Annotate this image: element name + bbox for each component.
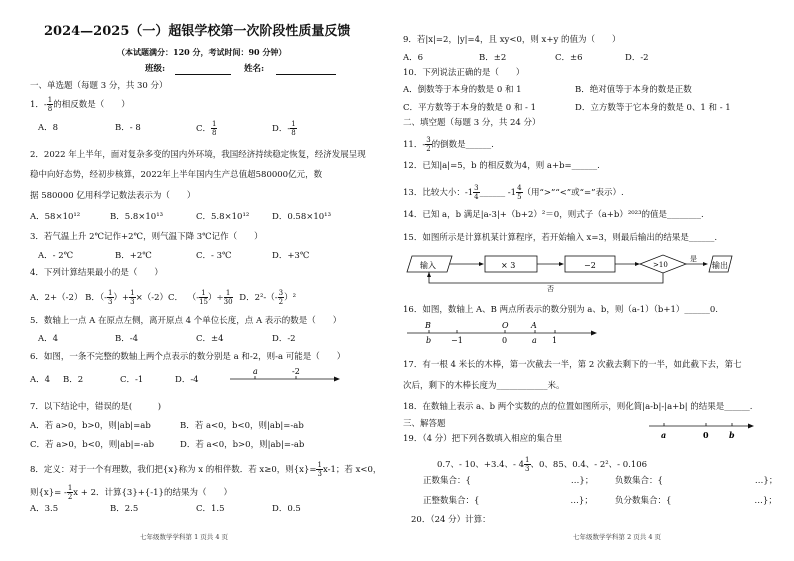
class-blank[interactable] [175, 74, 231, 75]
question-1: 1．- $\frac{1}{8}$ 的相反数是（ ） [30, 96, 130, 113]
q5-option-c[interactable]: C．±4 [196, 334, 224, 344]
question-2-line-3: 据 580000 亿用科学记数法表示为（ ） [30, 191, 196, 201]
q1-option-a[interactable]: A．8 [38, 123, 59, 133]
q18-label-0: 0 [703, 430, 709, 440]
q10-option-c[interactable]: C．平方数等于本身的数是 0 和 - 1 [403, 103, 537, 113]
name-label: 姓名: [244, 64, 265, 74]
question-11: 11．- $\frac{3}{2}$ 的倒数是______. [403, 136, 494, 153]
q9-option-b[interactable]: B．±2 [479, 53, 507, 63]
q19-set-negative-fraction[interactable]: 负分数集合：{ …}； [615, 496, 777, 506]
section-3-heading: 三、解答题 [403, 419, 446, 429]
q16-label-b: b [426, 336, 432, 345]
q8-option-b[interactable]: B．2.5 [110, 504, 139, 514]
q16-label-a: a [532, 336, 537, 345]
question-18: 18．在数轴上表示 a、b 两个实数的点的位置如图所示，则化简|a-b|-|a+b| 的结果是______. [403, 402, 753, 412]
flow-loop-back [429, 272, 663, 283]
q5-option-a[interactable]: A．4 [38, 334, 59, 344]
q6-option-c[interactable]: C．-1 [120, 375, 144, 385]
question-7: 7．以下结论中，错误的是( ) [30, 402, 162, 412]
q5-option-b[interactable]: B．-4 [115, 334, 139, 344]
q2-option-b[interactable]: B．5.8×10¹³ [110, 212, 164, 222]
question-6: 6．如图，一条不完整的数轴上两个点表示的数分别是 a 和-2，则-a 可能是（ ） [30, 352, 346, 362]
q8-option-a[interactable]: A．3.5 [30, 504, 59, 514]
flow-input-label: 输入 [420, 261, 436, 270]
q6-option-b[interactable]: B．2 [63, 375, 84, 385]
q16-label-A: A [531, 321, 537, 330]
question-5: 5．数轴上一点 A 在原点左侧，离开原点 4 个单位长度，点 A 表示的数是（ ） [30, 316, 342, 326]
exam-info: （本试题满分：120 分，考试时间：90 分钟） [117, 47, 287, 57]
q1-option-d[interactable]: D．- $\frac{1}{8}$ [272, 120, 296, 137]
question-16: 16．如图，数轴上 A、B 两点所表示的数分别为 a、b，则（a-1）（b+1）______0. [403, 305, 718, 315]
flow-compare-label: >10 [653, 261, 668, 269]
question-17-line-2: 次后，剩下的木棒长度为____________米。 [403, 381, 565, 391]
name-blank[interactable] [276, 74, 336, 75]
question-15: 15．如图所示是计算机某计算程序，若开始输入 x=3，则最后输出的结果是______. [403, 233, 718, 243]
section-2-heading: 二、填空题（每题 3 分，共 24 分） [403, 118, 541, 128]
flow-arrowhead-1 [479, 262, 484, 266]
right-page [397, 0, 794, 561]
flow-arrowhead-loop [427, 272, 431, 277]
q6-label-a: a [253, 367, 258, 376]
question-20: 20．（24 分）计算： [411, 515, 491, 525]
q4-options[interactable]: A．2+（-2） B．（- $\frac{1}{3}$ ）+ $\frac{1}{3}$ ×（-2）C． （- $\frac{1}{15}$ ）÷ $\frac{1}{30}$ D．2²-（- $\frac{3}{2}$ ）² [30, 289, 297, 306]
question-8-line-2: 则{x}= - $\frac{1}{2}$ x + 2．计算{3}+{-1}的结果为（ ） [30, 484, 232, 501]
q6-option-d[interactable]: D．-4 [175, 375, 199, 385]
q19-set-positive[interactable]: 正数集合：{ …}； [423, 476, 594, 486]
q18-axis-arrow [748, 424, 754, 429]
question-4: 4．下列计算结果最小的是（ ） [30, 268, 163, 278]
question-14: 14．已知 a，b 满足|a-3|+（b+2）²＝0，则式子（a+b）²⁰²³的值是________. [403, 210, 704, 220]
page-footer-2: 七年级数学学科第 2 页共 4 页 [573, 533, 662, 541]
q19-number-list: 0.7、- 10、+3.4、- 4 $\frac{1}{3}$ 、0、85、0.4、- 2²、- 0.106 [437, 456, 648, 473]
q1-option-c[interactable]: C． $\frac{1}{8}$ [196, 120, 217, 137]
question-2-line-2: 稳中向好态势，经初步核算，2022年上半年国内生产总值超580000亿元，数 [30, 170, 323, 180]
q10-option-a[interactable]: A．倒数等于本身的数是 0 和 1 [403, 85, 522, 95]
q7-option-c[interactable]: C．若 a>0，b<0，则|ab|=-ab [30, 440, 155, 450]
q10-option-d[interactable]: D．立方数等于它本身的数是 0、1 和 - 1 [575, 103, 731, 113]
q15-flowchart [407, 253, 732, 293]
question-19: 19．（4 分）把下列各数填入相应的集合里 [403, 434, 563, 444]
q16-label-zero: 0 [502, 336, 508, 345]
section-1-heading: 一、单选题（每题 3 分，共 30 分） [30, 81, 168, 91]
q8-option-d[interactable]: D．0.5 [272, 504, 301, 514]
q3-option-a[interactable]: A．- 2℃ [38, 251, 74, 261]
class-label: 班级: [145, 64, 166, 74]
q6-axis-arrow [334, 377, 340, 382]
flow-minus2-label: −2 [584, 261, 596, 270]
q16-label-m1: −1 [451, 336, 463, 345]
q6-label-m2: -2 [292, 367, 300, 376]
q19-set-negative[interactable]: 负数集合：{ …}； [615, 476, 778, 486]
q7-option-d[interactable]: D．若 a<0，b>0，则|ab|=-ab [180, 440, 305, 450]
q9-option-a[interactable]: A．6 [403, 53, 424, 63]
exam-title: 2024—2025（一）超银学校第一次阶段性质量反馈 [44, 24, 351, 39]
flow-output-label: 输出 [712, 261, 728, 270]
q6-number-line [230, 366, 340, 384]
q16-label-one: 1 [552, 336, 558, 345]
q18-number-line [649, 415, 754, 441]
q7-option-a[interactable]: A．若 a>0，b>0，则|ab|=ab [30, 421, 151, 431]
q8-option-c[interactable]: C．1.5 [196, 504, 225, 514]
q3-option-c[interactable]: C．- 3℃ [196, 251, 232, 261]
question-9: 9．若|x|=2，|y|=4，且 xy<0，则 x+y 的值为（ ） [403, 35, 621, 45]
q2-option-d[interactable]: D．0.58×10¹³ [272, 212, 331, 222]
q18-label-a: a [661, 430, 667, 440]
flow-arrowhead-2 [559, 262, 564, 266]
q6-option-a[interactable]: A．4 [30, 375, 51, 385]
q3-option-d[interactable]: D．+3℃ [272, 251, 310, 261]
question-12: 12．已知|a|=5，b 的相反数为4，则 a+b=______. [403, 161, 600, 171]
q2-option-c[interactable]: C．5.8×10¹² [196, 212, 250, 222]
flow-yes-label: 是 [690, 255, 697, 263]
page-footer-1: 七年级数学学科第 1 页共 4 页 [140, 533, 229, 541]
q16-axis-arrow [591, 331, 597, 336]
q16-number-line [407, 320, 597, 346]
q1-option-b[interactable]: B．- 8 [115, 123, 141, 133]
q7-option-b[interactable]: B．若 a<0，b<0，则|ab|=-ab [180, 421, 304, 431]
q9-option-d[interactable]: D．-2 [625, 53, 649, 63]
q19-set-positive-integer[interactable]: 正整数集合：{ …}； [423, 496, 593, 506]
question-8-line-1: 8．定义：对于一个有理数，我们把{x}称为 x 的相伴数．若 x≥0，则{x}= $\frac{1}{3}$ x-1；若 x<0， [30, 461, 382, 478]
q3-option-b[interactable]: B．+2℃ [115, 251, 152, 261]
question-2-line-1: 2．2022 年上半年，面对复杂多变的国内外环境，我国经济持续稳定恢复，经济发展呈现 [30, 150, 366, 160]
q16-label-O: O [502, 321, 509, 330]
q16-label-B: B [425, 321, 431, 330]
flow-times3-label: × 3 [501, 261, 516, 270]
flow-no-label: 否 [547, 285, 554, 293]
q10-option-b[interactable]: B．绝对值等于本身的数是正数 [575, 85, 692, 95]
q2-option-a[interactable]: A．58×10¹² [30, 212, 81, 222]
q5-option-d[interactable]: D．-2 [272, 334, 296, 344]
question-3: 3．若气温上升 2℃记作+2℃，则气温下降 3℃记作（ ） [30, 232, 263, 242]
question-13: 13．比较大小：-1 $\frac{3}{4}$ ______ -1 $\frac{4}{5}$ （用“>”“<”或“=”表示）. [403, 184, 624, 201]
q9-option-c[interactable]: C．±6 [555, 53, 583, 63]
question-10: 10．下列说法正确的是（ ） [403, 68, 525, 78]
q18-label-b: b [729, 430, 735, 440]
question-17-line-1: 17．有一根 4 米长的木棒，第一次截去一半，第 2 次截去剩下的一半，如此截下去，第七 [403, 360, 742, 370]
flow-arrowhead-yes [703, 262, 708, 266]
